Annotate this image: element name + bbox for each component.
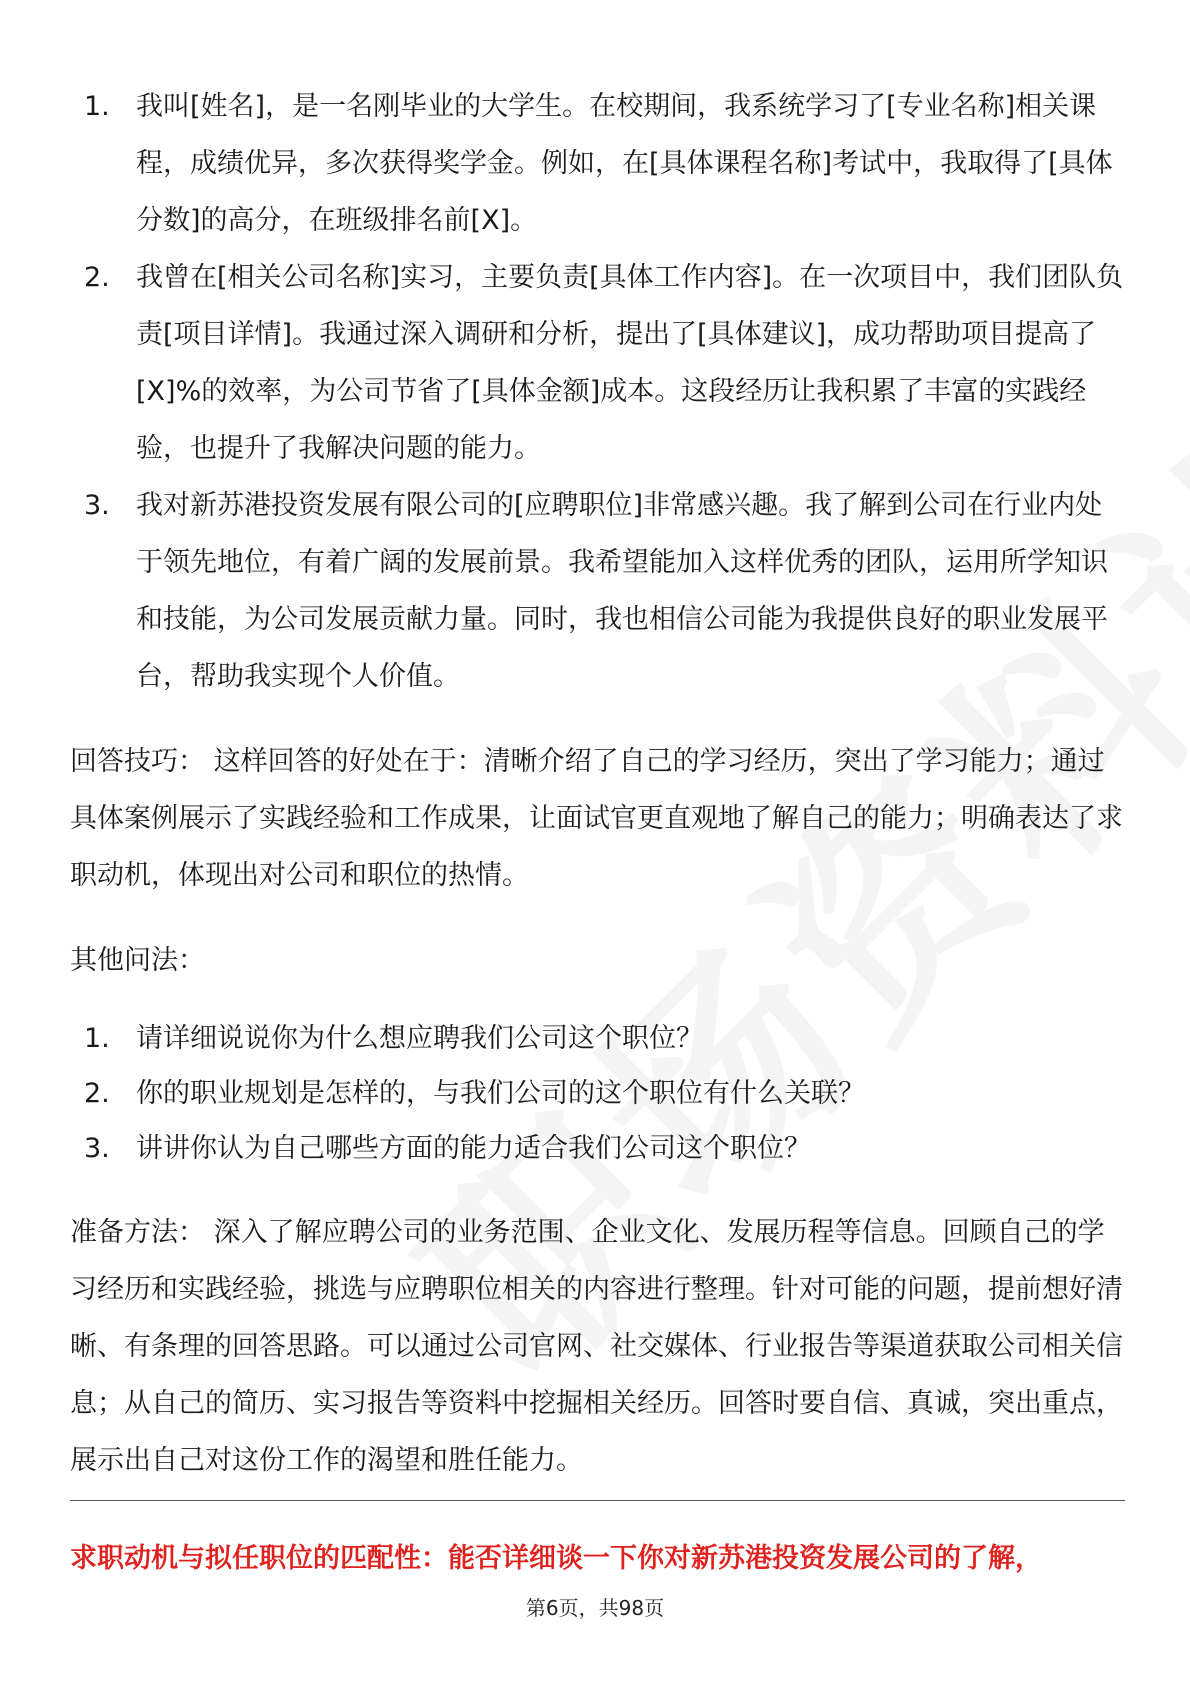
divider <box>70 1500 1125 1501</box>
list-text: 讲讲你认为自己哪些方面的能力适合我们公司这个职位？ <box>136 1133 811 1164</box>
list-text: 我对新苏港投资发展有限公司的[应聘职位]非常感兴趣。我了解到公司在行业内处于领先地位，有着广阔的发展前景。我希望能加入这样优秀的团队，运用所学知识和技能，为公司发展贡献力量。同时，我也相信公司能为我提供良好的职业发展平台，帮助我实现个人价值。 <box>136 490 1108 692</box>
list-text: 请详细说说你为什么想应聘我们公司这个职位？ <box>136 1023 703 1054</box>
list-number: 3. <box>84 1133 110 1164</box>
list-item <box>70 1121 1125 1176</box>
list-item <box>70 477 1125 705</box>
list-number: 1. <box>84 91 110 122</box>
list-number: 3. <box>84 490 110 521</box>
list-number: 2. <box>84 1078 110 1109</box>
list-text: 你的职业规划是怎样的，与我们公司的这个职位有什么关联？ <box>136 1078 865 1109</box>
next-question-title: 求职动机与拟任职位的匹配性：能否详细谈一下你对新苏港投资发展公司的了解， <box>70 1543 1042 1574</box>
list-number: 2. <box>84 262 110 293</box>
preparation-method: 准备方法： 深入了解应聘公司的业务范围、企业文化、发展历程等信息。回顾自己的学习经历和实践经验，挑选与应聘职位相关的内容进行整理。针对可能的问题，提前想好清晰、有条理的回答思路。可以通过公司官网、社交媒体、行业报告等渠道获取公司相关信息；从自己的简历、实习报告等资料中挖掘相关经历。回答时要自信、真诚，突出重点，展示出自己对这份工作的渴望和胜任能力。 <box>70 1217 1123 1476</box>
intro-answer-list <box>70 78 1125 705</box>
other-questions-heading: 其他问法： <box>70 945 205 976</box>
list-text: 我曾在[相关公司名称]实习，主要负责[具体工作内容]。在一次项目中，我们团队负责[项目详情]。我通过深入调研和分析，提出了[具体建议]，成功帮助项目提高了[X]%的效率，为公司节省了[具体金额]成本。这段经历让我积累了丰富的实践经验，也提升了我解决问题的能力。 <box>136 262 1124 464</box>
list-item <box>70 249 1125 477</box>
list-item <box>70 1066 1125 1121</box>
answer-tips: 回答技巧： 这样回答的好处在于：清晰介绍了自己的学习经历，突出了学习能力；通过具体案例展示了实践经验和工作成果，让面试官更直观地了解自己的能力；明确表达了求职动机，体现出对公司和职位的热情。 <box>70 746 1123 891</box>
list-item <box>70 78 1125 249</box>
list-item <box>70 1011 1125 1066</box>
list-text: 我叫[姓名]，是一名刚毕业的大学生。在校期间，我系统学习了[专业名称]相关课程，成绩优异，多次获得奖学金。例如，在[具体课程名称]考试中，我取得了[具体分数]的高分，在班级排名前[X]。 <box>136 91 1113 236</box>
list-number: 1. <box>84 1023 110 1054</box>
page-content <box>70 78 1125 1489</box>
other-questions-list <box>70 1011 1125 1176</box>
page-number: 第6页，共98页 <box>525 1596 665 1620</box>
